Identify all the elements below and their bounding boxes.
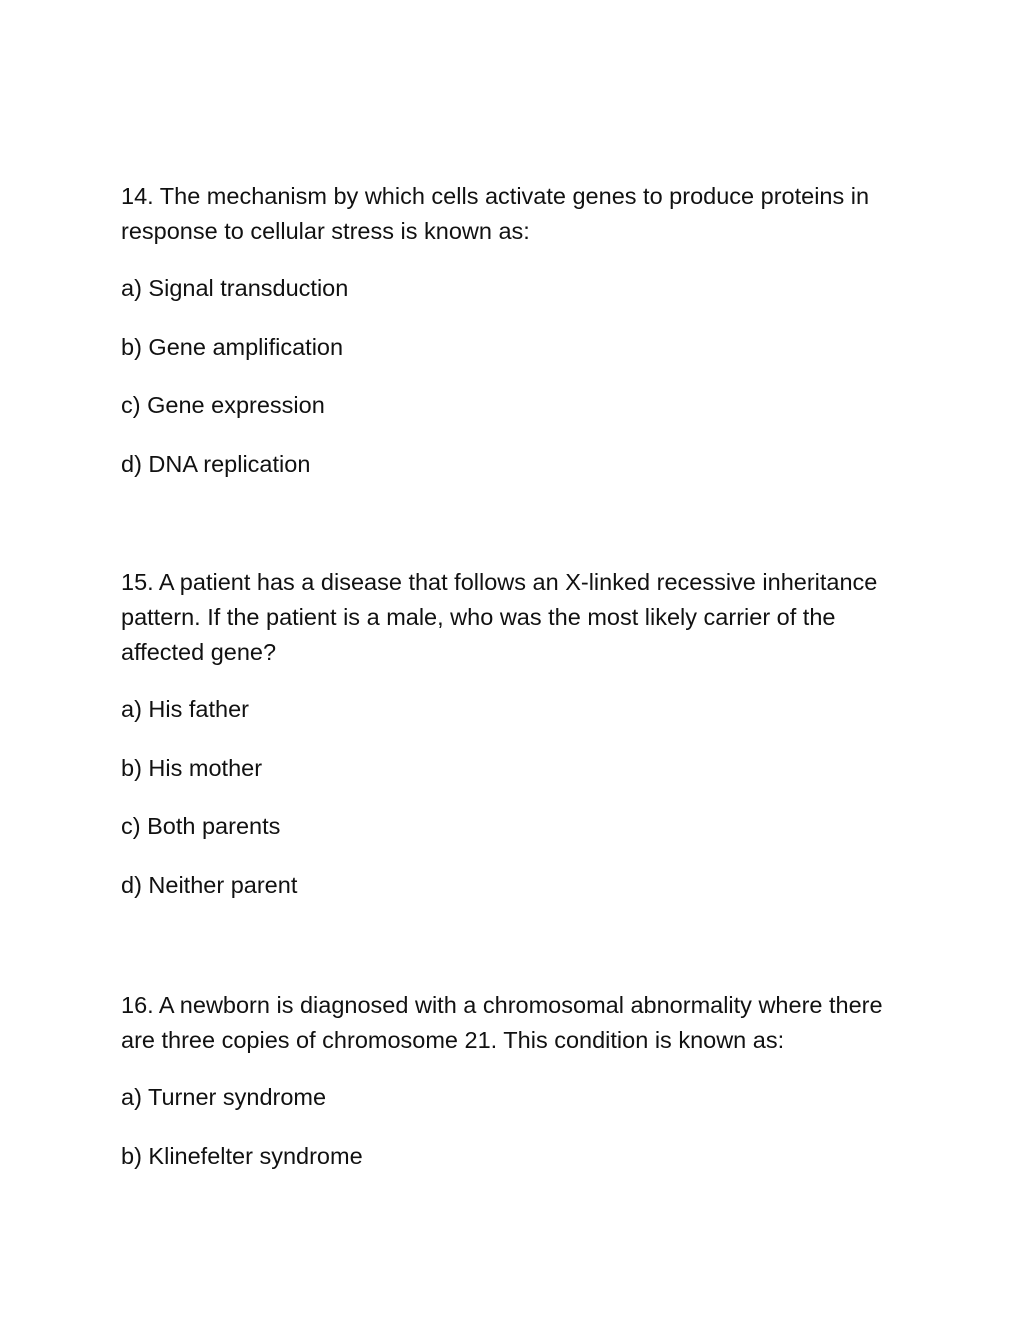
- answer-option-d: d) DNA replication: [121, 450, 311, 477]
- answer-option-a: a) Turner syndrome: [121, 1084, 327, 1110]
- answer-option-a: a) Signal transduction: [121, 275, 349, 301]
- answer-option-a: a) His father: [121, 696, 249, 722]
- question-stem: 15. A patient has a disease that follows an X-linked recessive inheritance pattern. If the patient is a male, who was the most likely carrier of the affected gene?: [121, 569, 878, 665]
- answer-option-b: b) Gene amplification: [121, 333, 344, 360]
- answer-option-b: b) His mother: [121, 754, 263, 781]
- answer-option-c: c) Both parents: [121, 813, 281, 839]
- answer-options: [121, 271, 911, 482]
- question-stem: 14. The mechanism by which cells activate genes to produce proteins in response to cellular stress is known as:: [121, 183, 870, 244]
- question-15: [121, 565, 911, 926]
- question-14: [121, 179, 911, 505]
- answer-option-d: d) Neither parent: [121, 871, 298, 898]
- answer-option-b: b) Klinefelter syndrome: [121, 1142, 363, 1169]
- question-16: [121, 988, 911, 1197]
- answer-option-c: c) Gene expression: [121, 392, 325, 418]
- answer-options: [121, 692, 911, 903]
- question-stem: 16. A newborn is diagnosed with a chromosomal abnormality where there are three copies of chromosome 21. This condition is known as:: [121, 992, 883, 1053]
- answer-options: [121, 1080, 911, 1174]
